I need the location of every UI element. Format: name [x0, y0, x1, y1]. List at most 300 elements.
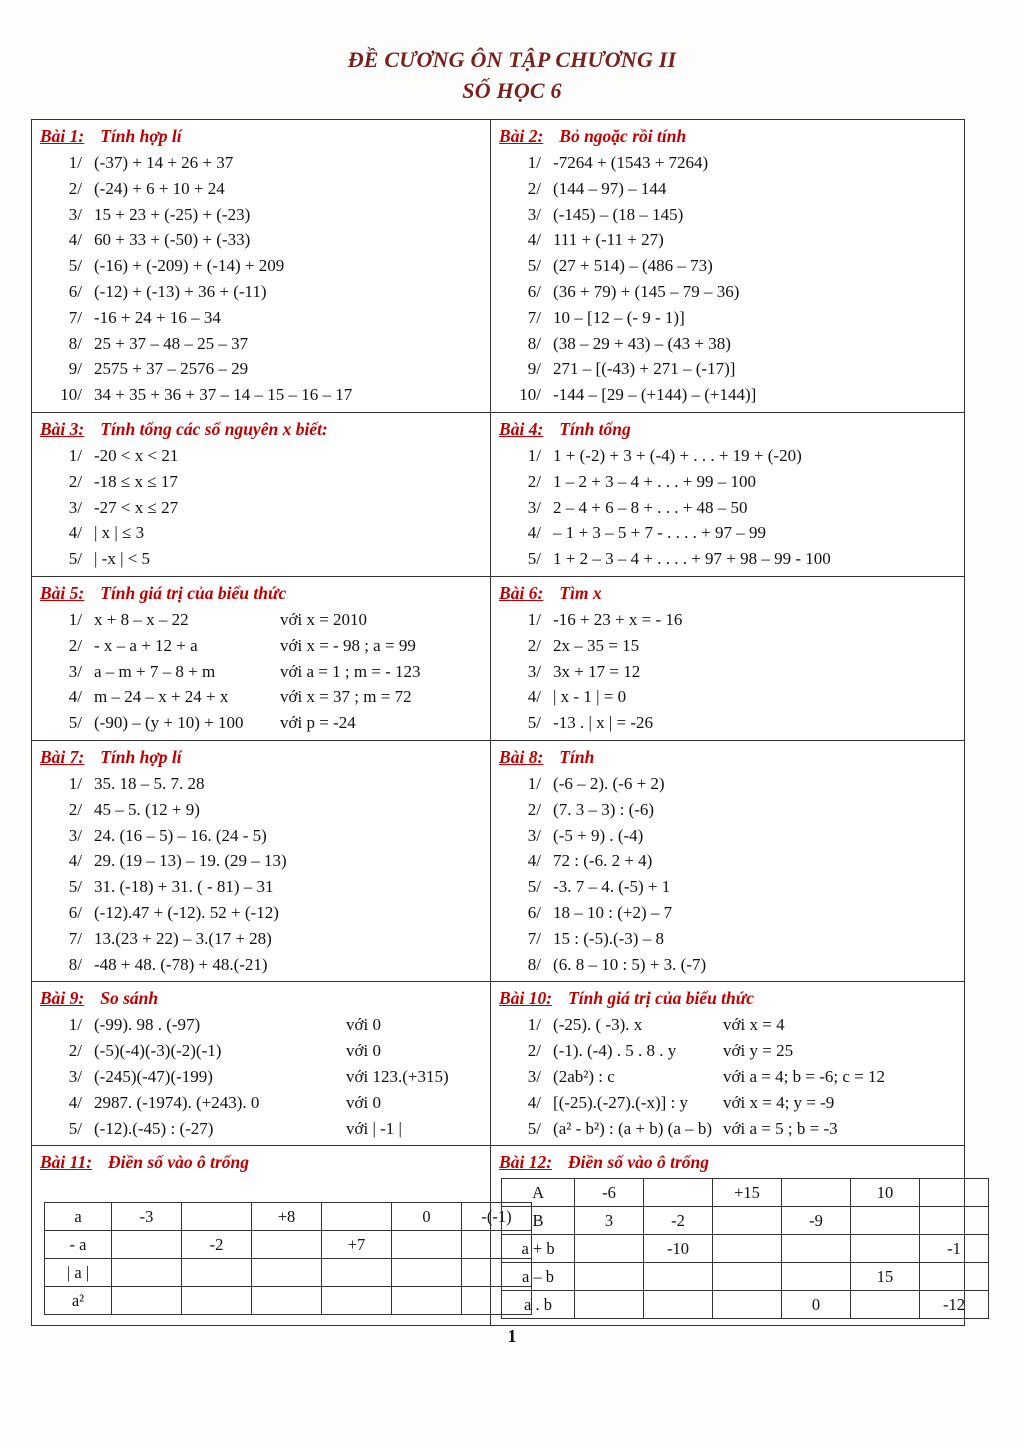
section-header	[36, 123, 484, 150]
value-cell	[112, 1259, 182, 1287]
exercise-item	[495, 926, 958, 952]
value-cell	[392, 1287, 462, 1315]
item-number: 6/	[527, 902, 542, 922]
row-label-cell: | a |	[45, 1259, 112, 1287]
exercise-grid	[31, 119, 965, 1326]
row-label-cell: a + b	[502, 1235, 575, 1263]
section-title: Tìm x	[559, 582, 602, 603]
item-number: 7/	[527, 307, 542, 327]
section-title: Tính giá trị của biểu thức	[568, 988, 755, 1009]
item-condition: với 123.(+315)	[346, 1066, 449, 1086]
item-condition: với a = 1 ; m = - 123	[280, 661, 421, 681]
item-expression: 18 – 10 : (+2) – 7	[553, 902, 673, 922]
exercise-item	[495, 900, 958, 926]
section-header	[36, 580, 484, 607]
item-expression: (-5 + 9) . (-4)	[553, 825, 644, 845]
value-cell: -12	[920, 1291, 989, 1319]
section-title: Bỏ ngoặc rồi tính	[559, 126, 687, 146]
value-cell	[782, 1235, 851, 1263]
exercise-item	[495, 469, 958, 495]
value-cell: -1	[920, 1235, 989, 1263]
item-number: 6/	[527, 281, 542, 301]
item-expression: -3. 7 – 4. (-5) + 1	[553, 877, 671, 897]
section-header	[495, 1149, 958, 1176]
value-cell	[644, 1179, 713, 1207]
item-expression: | -x | < 5	[94, 549, 151, 569]
item-expression: -13 . | x | = -26	[553, 713, 653, 733]
value-cell	[252, 1287, 322, 1315]
item-expression: 3x + 17 = 12	[553, 661, 641, 681]
section-bai-9	[32, 982, 491, 1146]
exercise-item	[495, 356, 958, 382]
exercise-item	[36, 823, 484, 849]
exercise-item	[495, 1090, 958, 1116]
exercise-item	[495, 495, 958, 521]
item-expression: 35. 18 – 5. 7. 28	[94, 773, 205, 793]
item-number: 4/	[527, 851, 542, 871]
section-bai-8	[491, 741, 965, 982]
section-title: Tính hợp lí	[100, 746, 182, 767]
value-cell	[782, 1179, 851, 1207]
exercise-item	[36, 633, 484, 659]
row-label-cell: A	[502, 1179, 575, 1207]
value-cell	[322, 1203, 392, 1231]
exercise-item	[495, 874, 958, 900]
value-cell	[713, 1235, 782, 1263]
item-number: 5/	[527, 256, 542, 276]
item-condition: với p = -24	[280, 713, 356, 733]
exercise-item	[36, 443, 484, 469]
value-cell: +7	[322, 1231, 392, 1259]
item-number: 5/	[68, 713, 82, 733]
item-expression: (7. 3 – 3) : (-6)	[553, 799, 655, 819]
exercise-item	[36, 659, 484, 685]
value-cell	[322, 1287, 392, 1315]
item-condition: với 0	[346, 1041, 381, 1061]
value-cell	[252, 1231, 322, 1259]
item-number: 4/	[527, 230, 542, 250]
section-title: Tính tổng	[559, 418, 631, 439]
item-expression: x + 8 – x – 22	[94, 609, 189, 629]
item-expression: 1 + (-2) + 3 + (-4) + . . . + 19 + (-20)	[553, 445, 802, 465]
row-label-cell: a²	[45, 1287, 112, 1315]
section-title: Tính tổng các số nguyên x biết:	[100, 418, 328, 439]
exercise-item	[36, 253, 484, 279]
exercise-item	[495, 1116, 958, 1142]
item-number: 1/	[68, 153, 82, 172]
item-expression: -18 ≤ x ≤ 17	[94, 471, 178, 491]
section-label: Bài 10:	[499, 988, 553, 1009]
exercise-item	[495, 607, 958, 633]
item-expression: 2575 + 37 – 2576 – 29	[94, 359, 249, 379]
exercise-item	[36, 1090, 484, 1116]
exercise-list	[495, 443, 958, 572]
exercise-item	[36, 607, 484, 633]
value-cell	[182, 1259, 252, 1287]
item-expression: 111 + (-11 + 27)	[553, 230, 664, 250]
item-expression: (-90) – (y + 10) + 100	[94, 713, 244, 733]
item-number: 4/	[527, 523, 542, 543]
item-expression: 2987. (-1974). (+243). 0	[94, 1092, 260, 1112]
item-expression: 2x – 35 = 15	[553, 635, 640, 655]
item-number: 2/	[527, 471, 542, 491]
section-title: Điền số vào ô trống	[568, 1152, 710, 1173]
section-label: Bài 8:	[499, 746, 544, 767]
row-label-cell: a – b	[502, 1263, 575, 1291]
exercise-item	[36, 771, 484, 797]
item-number: 1/	[527, 1015, 542, 1035]
item-condition: với y = 25	[723, 1041, 794, 1061]
table-row	[502, 1235, 989, 1263]
value-cell: -9	[782, 1207, 851, 1235]
exercise-list	[36, 1012, 484, 1141]
table-row	[502, 1179, 989, 1207]
item-expression: (-145) – (18 – 145)	[553, 204, 684, 224]
item-number: 2/	[68, 178, 82, 198]
item-expression: 2 – 4 + 6 – 8 + . . . + 48 – 50	[553, 497, 748, 517]
section-title: Tính hợp lí	[100, 126, 182, 146]
item-number: 2/	[68, 1041, 82, 1061]
value-cell	[392, 1231, 462, 1259]
item-number: 3/	[68, 825, 82, 845]
item-expression: (144 – 97) – 144	[553, 178, 667, 198]
item-condition: với 0	[346, 1015, 381, 1035]
item-number: 6/	[68, 902, 82, 922]
exercise-item	[36, 1064, 484, 1090]
item-expression: 72 : (-6. 2 + 4)	[553, 851, 653, 871]
section-label: Bài 1:	[40, 126, 85, 146]
item-number: 5/	[527, 549, 542, 569]
item-number: 1/	[527, 153, 542, 172]
value-cell	[112, 1287, 182, 1315]
item-condition: với | -1 |	[346, 1118, 402, 1138]
exercise-list	[495, 771, 958, 977]
section-bai-1	[32, 120, 491, 413]
item-expression: 31. (-18) + 31. ( - 81) – 31	[94, 877, 274, 897]
exercise-list	[495, 150, 958, 408]
section-bai-7	[32, 741, 491, 982]
exercise-item	[36, 305, 484, 331]
item-number: 3/	[527, 1066, 542, 1086]
item-number: 1/	[527, 609, 542, 629]
item-expression: (38 – 29 + 43) – (43 + 38)	[553, 333, 731, 353]
item-number: 8/	[527, 954, 542, 974]
exercise-item	[36, 150, 484, 176]
item-expression: (-99). 98 . (-97)	[94, 1015, 201, 1035]
item-expression: -16 + 23 + x = - 16	[553, 609, 683, 629]
item-expression: (-12).(-45) : (-27)	[94, 1118, 214, 1138]
section-label: Bài 12:	[499, 1152, 553, 1173]
item-expression: (-5)(-4)(-3)(-2)(-1)	[94, 1041, 222, 1061]
section-bai-6	[491, 577, 965, 741]
section-header	[495, 123, 958, 150]
section-title: So sánh	[100, 988, 159, 1009]
exercise-item	[36, 469, 484, 495]
exercise-item	[495, 659, 958, 685]
value-cell: 15	[851, 1263, 920, 1291]
item-number: 8/	[527, 333, 542, 353]
item-number: 7/	[68, 928, 82, 948]
item-expression: -27 < x ≤ 27	[94, 497, 179, 517]
item-number: 3/	[68, 661, 82, 681]
item-expression: (a² - b²) : (a + b) (a – b)	[553, 1118, 713, 1138]
table-row	[502, 1291, 989, 1319]
value-cell	[182, 1203, 252, 1231]
exercise-item	[495, 253, 958, 279]
item-expression: | x | ≤ 3	[94, 523, 145, 543]
value-cell: -2	[644, 1207, 713, 1235]
exercise-item	[36, 952, 484, 978]
value-cell: +8	[252, 1203, 322, 1231]
value-cell	[322, 1259, 392, 1287]
exercise-item	[36, 176, 484, 202]
item-expression: (36 + 79) + (145 – 79 – 36)	[553, 281, 740, 301]
exercise-item	[495, 520, 958, 546]
section-label: Bài 7:	[40, 746, 85, 767]
value-cell	[782, 1263, 851, 1291]
value-cell: -10	[644, 1235, 713, 1263]
value-cell	[575, 1263, 644, 1291]
section-bai-3	[32, 413, 491, 577]
exercise-item	[495, 202, 958, 228]
value-cell	[392, 1259, 462, 1287]
item-expression: (6. 8 – 10 : 5) + 3. (-7)	[553, 954, 707, 974]
item-number: 5/	[68, 1118, 82, 1138]
item-expression: - x – a + 12 + a	[94, 635, 198, 655]
value-cell: 3	[575, 1207, 644, 1235]
item-expression: -20 < x < 21	[94, 445, 179, 465]
item-number: 9/	[527, 359, 542, 379]
item-number: 3/	[527, 204, 542, 224]
exercise-item	[495, 823, 958, 849]
exercise-list	[495, 1012, 958, 1141]
section-header	[495, 985, 958, 1012]
item-expression: 1 + 2 – 3 – 4 + . . . . + 97 + 98 – 99 - 100	[553, 549, 831, 569]
item-number: 4/	[68, 230, 82, 250]
item-number: 2/	[527, 635, 542, 655]
exercise-item	[495, 382, 958, 408]
value-cell	[713, 1263, 782, 1291]
item-expression: (-12).47 + (-12). 52 + (-12)	[94, 902, 279, 922]
section-bai-2	[491, 120, 965, 413]
item-expression: 10 – [12 – (- 9 - 1)]	[553, 307, 685, 327]
value-cell	[713, 1207, 782, 1235]
section-bai-5	[32, 577, 491, 741]
item-number: 5/	[527, 713, 542, 733]
exercise-item	[495, 1012, 958, 1038]
item-expression: (27 + 514) – (486 – 73)	[553, 256, 713, 276]
item-condition: với x = 2010	[280, 609, 368, 629]
item-number: 2/	[68, 799, 82, 819]
value-cell	[713, 1291, 782, 1319]
item-expression: (2ab²) : c	[553, 1066, 615, 1086]
item-expression: (-1). (-4) . 5 . 8 . y	[553, 1041, 677, 1061]
page-number: 1	[507, 1326, 517, 1346]
item-number: 5/	[68, 549, 82, 569]
exercise-item	[495, 176, 958, 202]
item-number: 6/	[68, 281, 82, 301]
item-expression: -16 + 24 + 16 – 34	[94, 307, 221, 327]
table-row	[502, 1207, 989, 1235]
value-cell: 10	[851, 1179, 920, 1207]
value-cell	[851, 1207, 920, 1235]
item-number: 9/	[68, 359, 82, 379]
exercise-item	[495, 684, 958, 710]
row-label-cell: - a	[45, 1231, 112, 1259]
item-number: 3/	[527, 497, 542, 517]
item-number: 4/	[68, 687, 82, 707]
exercise-item	[495, 1064, 958, 1090]
table-row	[45, 1203, 532, 1231]
exercise-item	[36, 356, 484, 382]
item-number: 2/	[527, 799, 542, 819]
item-number: 3/	[68, 497, 82, 517]
row-label-cell: B	[502, 1207, 575, 1235]
exercise-item	[36, 520, 484, 546]
exercise-item	[495, 848, 958, 874]
exercise-list	[36, 443, 484, 572]
item-number: 4/	[68, 523, 82, 543]
exercise-item	[495, 1038, 958, 1064]
exercise-item	[36, 1116, 484, 1142]
section-bai-12	[491, 1146, 965, 1326]
item-number: 7/	[68, 307, 82, 327]
section-title: Điền số vào ô trống	[108, 1152, 250, 1173]
item-number: 5/	[527, 877, 542, 897]
section-header	[36, 1149, 484, 1176]
item-number: 5/	[527, 1118, 542, 1138]
exercise-item	[36, 926, 484, 952]
value-cell: 0	[392, 1203, 462, 1231]
exercise-item	[495, 710, 958, 736]
section-label: Bài 3:	[40, 418, 85, 439]
item-number: 4/	[527, 1092, 542, 1112]
item-expression: (-12) + (-13) + 36 + (-11)	[94, 281, 267, 301]
section-bai-10	[491, 982, 965, 1146]
item-condition: với 0	[346, 1092, 381, 1112]
item-number: 5/	[68, 877, 82, 897]
section-header	[495, 580, 958, 607]
value-cell	[920, 1179, 989, 1207]
item-number: 1/	[68, 609, 82, 629]
item-expression: [(-25).(-27).(-x)] : y	[553, 1092, 689, 1112]
item-expression: 13.(23 + 22) – 3.(17 + 28)	[94, 928, 272, 948]
item-condition: với x = 4; y = -9	[723, 1092, 835, 1112]
item-number: 8/	[68, 954, 82, 974]
section-label: Bài 5:	[40, 582, 85, 603]
value-cell	[920, 1207, 989, 1235]
section-header	[36, 985, 484, 1012]
exercise-item	[36, 227, 484, 253]
section-label: Bài 4:	[499, 418, 544, 439]
exercise-item	[36, 1012, 484, 1038]
item-expression: (-6 – 2). (-6 + 2)	[553, 773, 665, 793]
item-number: 1/	[68, 1015, 82, 1035]
value-cell: -6	[575, 1179, 644, 1207]
item-condition: với x = 37 ; m = 72	[280, 687, 412, 707]
item-number: 3/	[68, 1066, 82, 1086]
value-cell: -(-1)	[462, 1203, 532, 1231]
exercise-item	[36, 382, 484, 408]
exercise-item	[495, 771, 958, 797]
section-header	[36, 416, 484, 443]
item-number: 4/	[527, 687, 542, 707]
item-number: 3/	[527, 825, 542, 845]
value-cell	[575, 1291, 644, 1319]
value-cell: +15	[713, 1179, 782, 1207]
item-expression: 15 + 23 + (-25) + (-23)	[94, 204, 251, 224]
item-number: 1/	[527, 445, 542, 465]
exercise-item	[495, 443, 958, 469]
table-row	[502, 1263, 989, 1291]
exercise-item	[495, 150, 958, 176]
item-number: 8/	[68, 333, 82, 353]
table-row	[45, 1287, 532, 1315]
value-cell: 0	[782, 1291, 851, 1319]
fill-in-table-11	[44, 1202, 532, 1315]
table-row	[45, 1231, 532, 1259]
item-condition: với a = 5 ; b = -3	[723, 1118, 838, 1138]
exercise-item	[36, 1038, 484, 1064]
item-expression: – 1 + 3 – 5 + 7 - . . . . + 97 – 99	[553, 523, 766, 543]
item-condition: với x = - 98 ; a = 99	[280, 635, 416, 655]
exercise-item	[36, 202, 484, 228]
section-title: Tính giá trị của biểu thức	[100, 582, 287, 603]
title-line-2: SỐ HỌC 6	[462, 78, 562, 103]
section-header	[36, 744, 484, 771]
exercise-item	[36, 797, 484, 823]
item-number: 2/	[68, 635, 82, 655]
exercise-list	[495, 607, 958, 736]
exercise-item	[36, 874, 484, 900]
row-label-cell: a . b	[502, 1291, 575, 1319]
value-cell	[182, 1287, 252, 1315]
item-expression: -7264 + (1543 + 7264)	[553, 153, 709, 172]
item-expression: 45 – 5. (12 + 9)	[94, 799, 200, 819]
item-expression: (-25). ( -3). x	[553, 1015, 643, 1035]
value-cell	[112, 1231, 182, 1259]
item-number: 2/	[68, 471, 82, 491]
item-expression: 25 + 37 – 48 – 25 – 37	[94, 333, 249, 353]
item-expression: 15 : (-5).(-3) – 8	[553, 928, 664, 948]
exercise-item	[495, 227, 958, 253]
exercise-item	[36, 495, 484, 521]
section-label: Bài 11:	[40, 1152, 93, 1173]
exercise-item	[495, 633, 958, 659]
item-number: 1/	[68, 445, 82, 465]
item-expression: a – m + 7 – 8 + m	[94, 661, 216, 681]
item-expression: -48 + 48. (-78) + 48.(-21)	[94, 954, 268, 974]
item-number: 2/	[527, 178, 542, 198]
value-cell	[920, 1263, 989, 1291]
item-number: 2/	[527, 1041, 542, 1061]
exercise-item	[36, 684, 484, 710]
exercise-item	[495, 952, 958, 978]
document-title	[0, 0, 1024, 106]
item-expression: (-24) + 6 + 10 + 24	[94, 178, 225, 198]
item-number: 1/	[68, 773, 82, 793]
item-condition: với x = 4	[723, 1015, 785, 1035]
section-label: Bài 2:	[499, 126, 544, 146]
item-expression: m – 24 – x + 24 + x	[94, 687, 229, 707]
exercise-item	[36, 279, 484, 305]
item-expression: 29. (19 – 13) – 19. (29 – 13)	[94, 851, 287, 871]
section-header	[495, 744, 958, 771]
item-expression: 24. (16 – 5) – 16. (24 - 5)	[94, 825, 267, 845]
section-title: Tính	[559, 746, 595, 767]
section-header	[495, 416, 958, 443]
section-bai-4	[491, 413, 965, 577]
